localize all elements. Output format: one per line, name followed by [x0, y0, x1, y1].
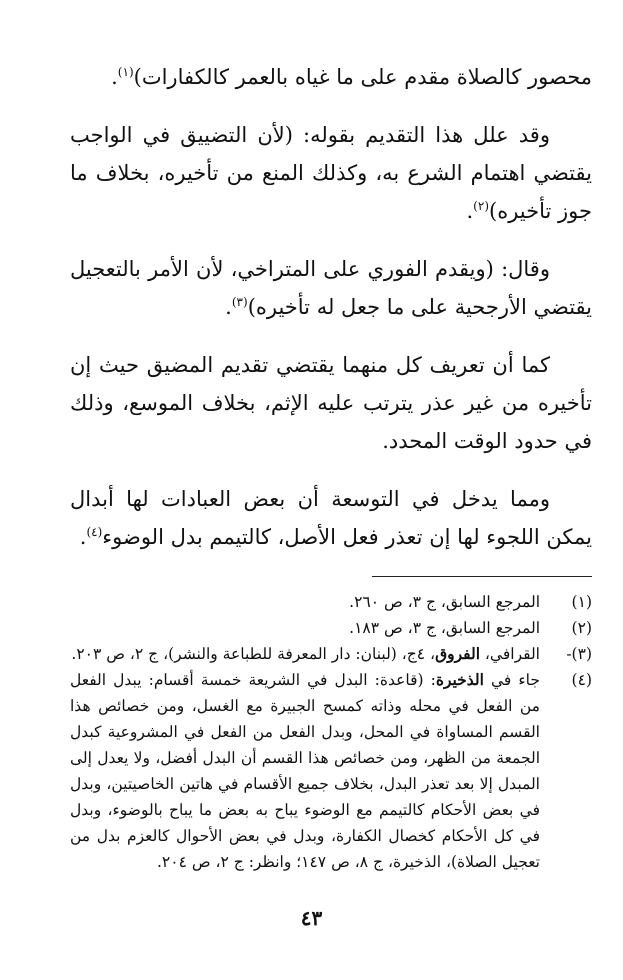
footnote-number: (٣)- — [566, 645, 592, 663]
footnote-text: المرجع السابق، ج ٣، ص ٢٦٠. — [349, 593, 540, 611]
page-number: ٤٣ — [300, 906, 323, 930]
footnote-divider — [372, 576, 592, 577]
paragraph-end: . — [79, 525, 87, 549]
footnote-2 — [70, 615, 592, 641]
paragraph-text: محصور كالصلاة مقدم على ما غياه بالعمر كالكفارات) — [133, 65, 592, 89]
paragraph-text: وقد علل هذا التقديم بقوله: (لأن التضييق في الواجب يقتضي اهتمام الشرع به، وكذلك المنع من تأخيره، بخلاف ما جوز تأخيره) — [70, 123, 592, 223]
paragraph-text: وقال: (ويقدم الفوري على المتراخي، لأن الأمر بالتعجيل يقتضي الأرجحية على ما جعل له تأخيره) — [70, 257, 592, 319]
main-text — [70, 58, 592, 556]
page-body — [70, 58, 592, 875]
footnote-ref[interactable]: (٢) — [473, 199, 489, 213]
footnote-text: القرافي، — [480, 645, 540, 663]
footnote-book-title: الذخيرة — [435, 670, 484, 689]
footnote-number: (٢) — [571, 619, 592, 637]
footnote-text: ، ٤ج، (لبنان: دار المعرفة للطباعة والنشر)، ج ٢، ص ٢٠٣. — [71, 645, 436, 663]
footnote-1 — [70, 589, 592, 615]
footnotes — [70, 589, 592, 875]
paragraph-1 — [70, 58, 592, 96]
footnote-number: (١) — [571, 593, 592, 611]
footnote-ref[interactable]: (٤) — [86, 525, 103, 539]
footnote-text: المرجع السابق، ج ٣، ص ١٨٣. — [349, 619, 540, 637]
paragraph-end: . — [225, 295, 232, 319]
footnote-ref[interactable]: (٣) — [231, 295, 248, 309]
footnote-ref[interactable]: (١) — [117, 65, 134, 79]
footnote-number: (٤) — [571, 671, 592, 689]
footnote-book-title: الفروق — [435, 644, 480, 663]
paragraph-text: كما أن تعريف كل منهما يقتضي تقديم المضيق حيث إن تأخيره من غير عذر يترتب عليه الإثم، بخلاف الموسع، وذلك في حدود الوقت المحدد. — [70, 353, 592, 453]
paragraph-3 — [70, 250, 592, 326]
footnote-3 — [70, 641, 592, 667]
paragraph-2 — [70, 116, 592, 230]
footnote-text: جاء في — [483, 671, 540, 689]
footnote-4 — [70, 667, 592, 875]
paragraph-end: . — [111, 65, 118, 89]
paragraph-text: ومما يدخل في التوسعة أن بعض العبادات لها أبدال يمكن اللجوء لها إن تعذر فعل الأصل، كالتيمم بدل الوضوء — [70, 487, 592, 549]
footnote-text: : (قاعدة: البدل في الشريعة خمسة أقسام: يبدل الفعل من الفعل في محله وذاته كمسح الجبيرة مع الغسل، ومن خصائص هذا القسم المساواة في المحل، وبدل الفعل من الفعل في المشروعية كبدل الجمعة من الظهر، ومن خصائص هذا القسم أن البدل أفضل، ولا يعدل إلى المبدل إلا بعد تعذر البدل، بخلاف جميع الأقسام في هاتين الخاصيتين، وبدل في بعض الأحكام كالتيمم مع الوضوء يباح به بعض ما يباح بالوضوء، وبدل في كل الأحكام كخصال الكفارة، وبدل في بعض الأحوال كالعزم بدل من تعجيل الصلاة)، الذخيرة، ج ٨، ص ١٤٧؛ وانظر: ج ٢، ص ٢٠٤. — [70, 671, 540, 871]
paragraph-5 — [70, 480, 592, 556]
paragraph-end: . — [466, 199, 474, 223]
paragraph-4 — [70, 346, 592, 460]
